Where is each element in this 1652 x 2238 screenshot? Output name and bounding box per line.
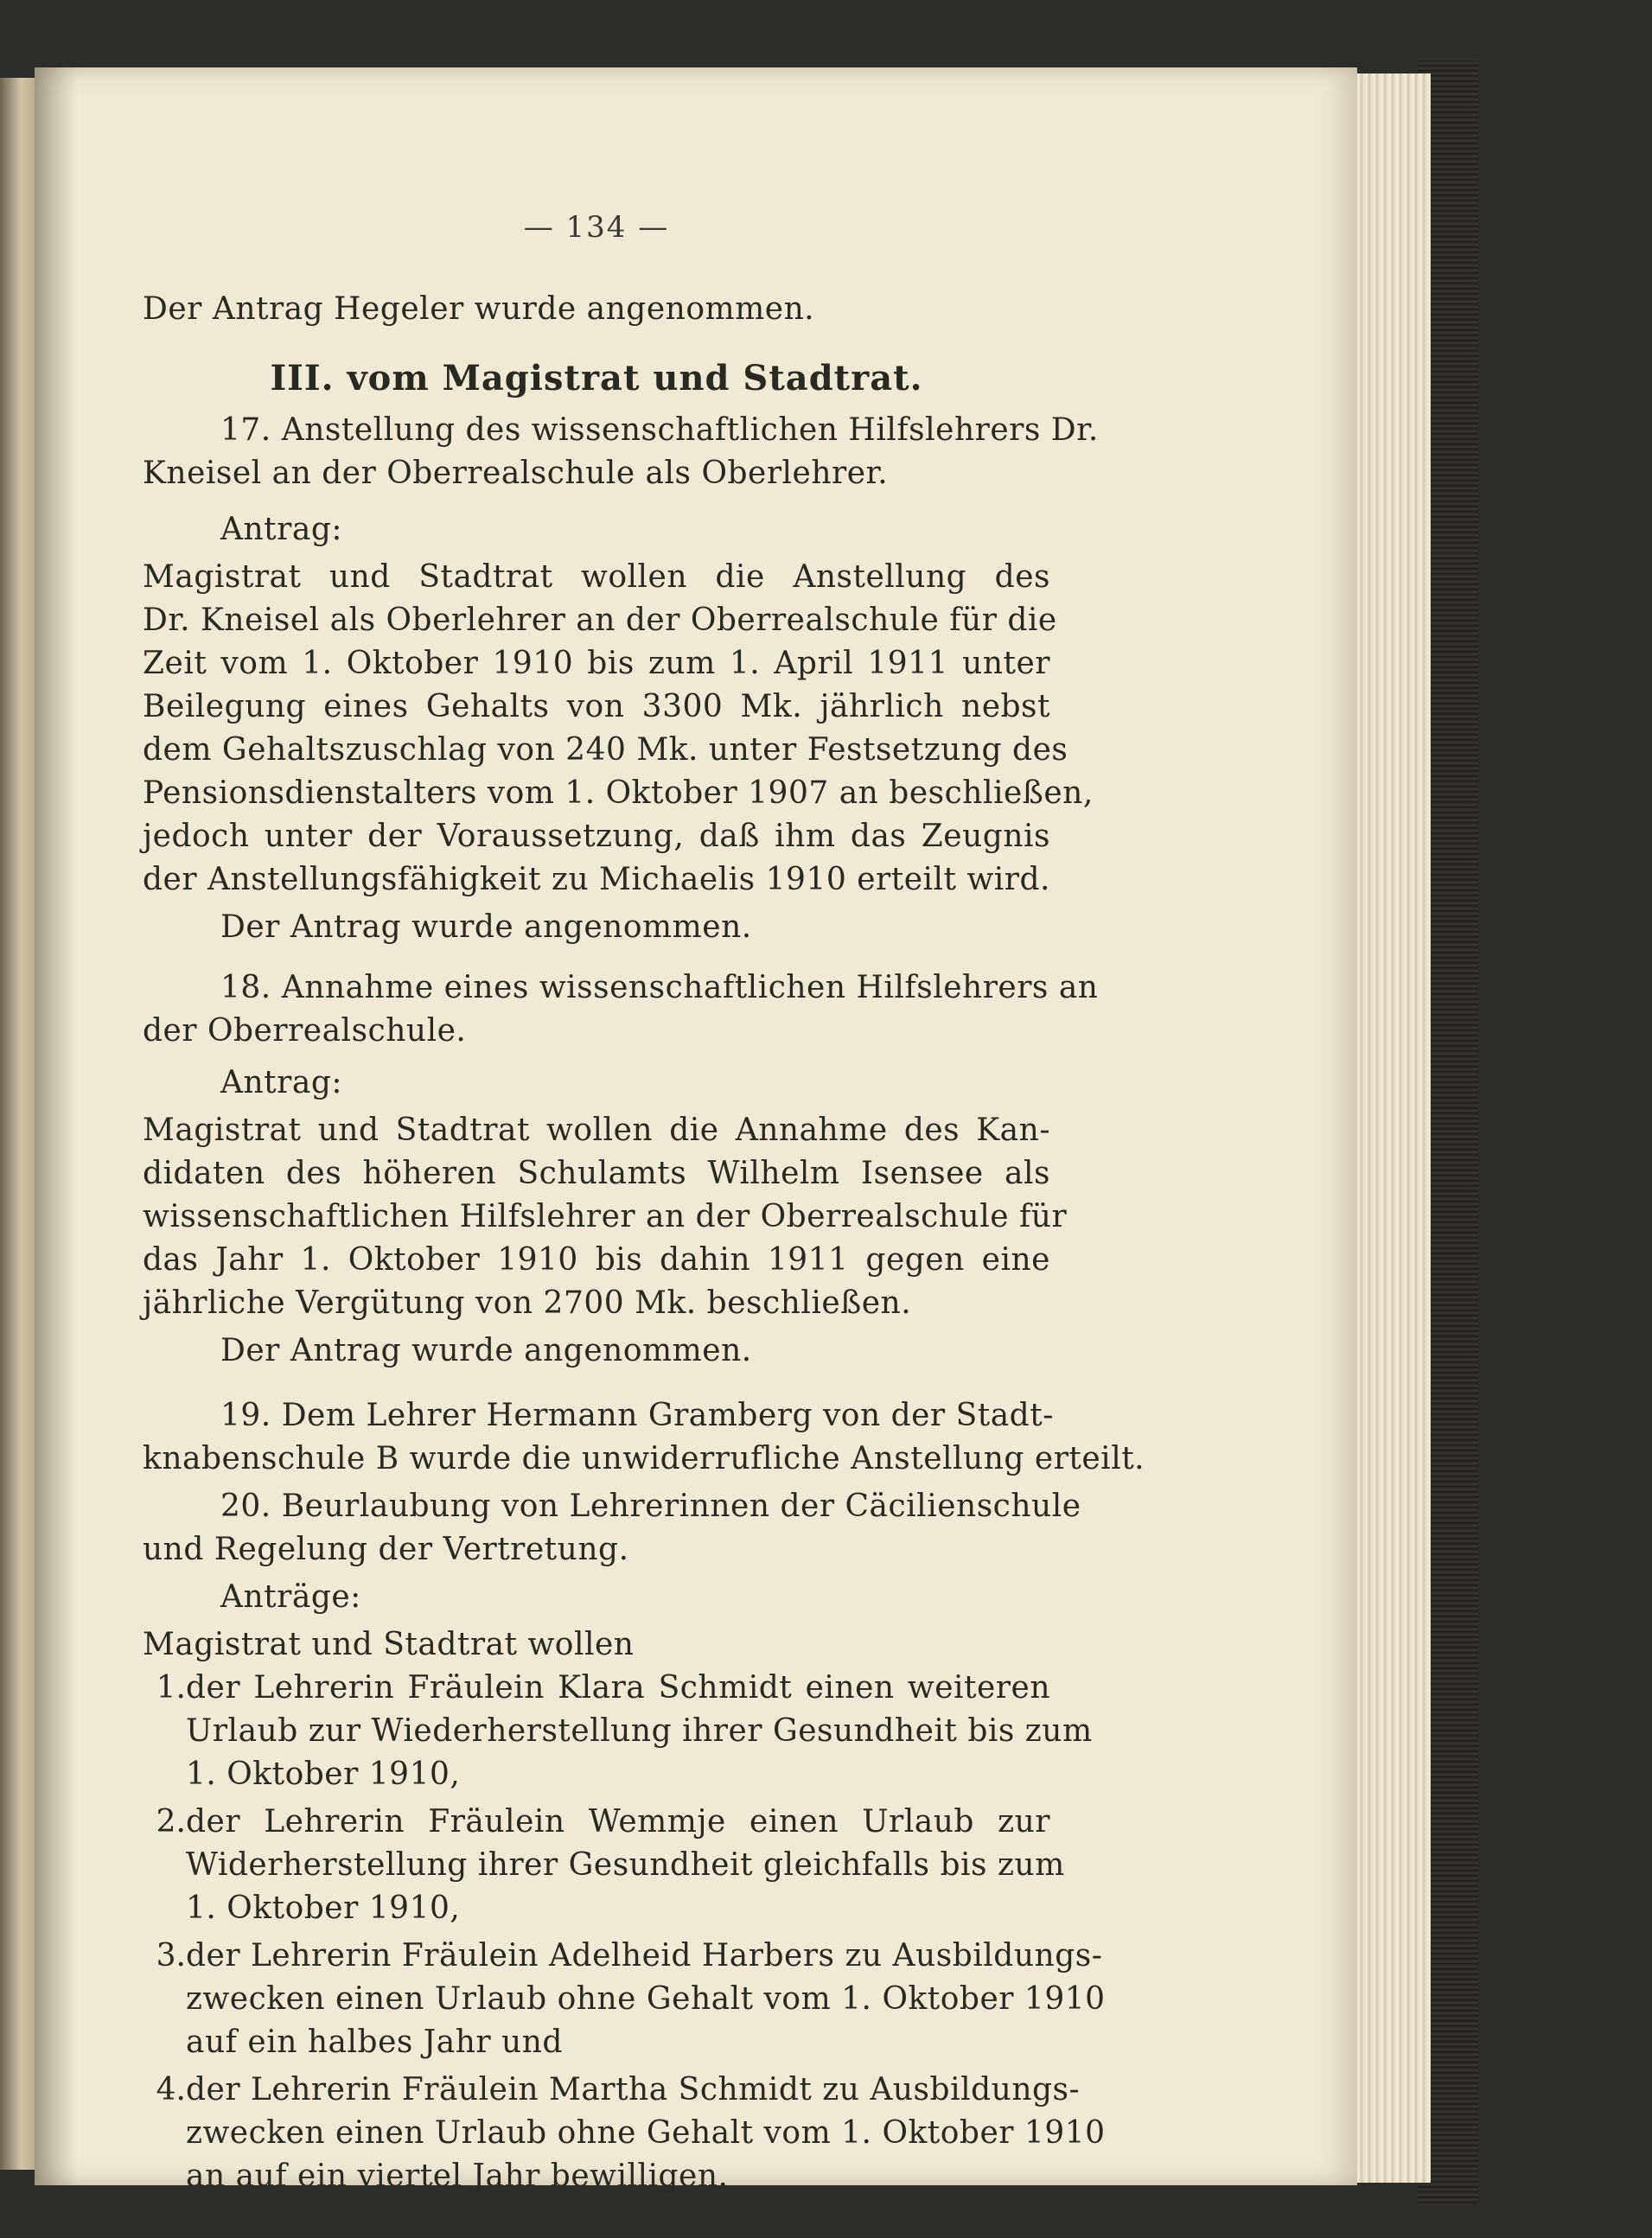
- list-item-line: zwecken einen Urlaub ohne Gehalt vom 1. Oktober 1910: [186, 1981, 1106, 2017]
- gutter-shadow: [35, 67, 78, 2185]
- item-17-title-line: Kneisel an der Oberrealschule als Oberlehrer.: [143, 456, 889, 491]
- list-item-line: Urlaub zur Wiederherstellung ihrer Gesundheit bis zum: [186, 1713, 1093, 1749]
- list-number: 4.: [156, 2072, 186, 2107]
- list-number: 3.: [156, 1938, 186, 1973]
- item-20-antrag-label: Anträge:: [220, 1579, 361, 1615]
- item-19-line: 19. Dem Lehrer Hermann Gramberg von der Stadt-: [220, 1398, 1054, 1433]
- list-number: 2.: [156, 1804, 186, 1839]
- item-19-line: knabenschule B wurde die unwiderrufliche Anstellung erteilt.: [143, 1441, 1145, 1476]
- list-item-line: 1. Oktober 1910,: [186, 1757, 461, 1792]
- item-17-antrag-line: dem Gehaltszuschlag von 240 Mk. unter Festsetzung des: [143, 732, 1068, 768]
- page-number: — 134 —: [523, 210, 670, 245]
- item-18-antrag-line: jährliche Vergütung von 2700 Mk. beschließen.: [143, 1285, 912, 1321]
- list-item-line: auf ein halbes Jahr und: [186, 2024, 563, 2060]
- item-17-result: Der Antrag wurde angenommen.: [220, 909, 752, 945]
- list-item-line: der Lehrerin Fräulein Martha Schmidt zu Ausbildungs-: [186, 2072, 1081, 2107]
- item-18-antrag-line: didaten des höheren Schulamts Wilhelm Isensee als: [143, 1156, 1050, 1191]
- book-page: [35, 67, 1357, 2194]
- facing-page-edge: [0, 78, 35, 2170]
- list-item-line: der Lehrerin Fräulein Klara Schmidt einen weiteren: [186, 1670, 1050, 1706]
- item-18-title-line: 18. Annahme eines wissenschaftlichen Hilfslehrers an: [220, 970, 1099, 1005]
- item-17-antrag-line: Zeit vom 1. Oktober 1910 bis zum 1. April 1911 unter: [143, 646, 1050, 681]
- item-17-title-line: 17. Anstellung des wissenschaftlichen Hilfslehrers Dr.: [220, 412, 1099, 448]
- page-stack-edge: [1349, 73, 1431, 2183]
- list-item-line: an auf ein viertel Jahr bewilligen.: [186, 2158, 729, 2194]
- item-18-title-line: der Oberrealschule.: [143, 1013, 467, 1049]
- item-17-antrag-line: Magistrat und Stadtrat wollen die Anstellung des: [143, 559, 1050, 595]
- list-item-line: zwecken einen Urlaub ohne Gehalt vom 1. Oktober 1910: [186, 2115, 1106, 2151]
- list-item-line: 1. Oktober 1910,: [186, 1891, 461, 1926]
- item-17-antrag-line: Beilegung eines Gehalts von 3300 Mk. jährlich nebst: [143, 689, 1050, 724]
- item-17-antrag-line: Pensionsdienstalters vom 1. Oktober 1907 an beschließen,: [143, 775, 1094, 811]
- intro-line: Der Antrag Hegeler wurde angenommen.: [143, 291, 815, 327]
- item-18-antrag-line: Magistrat und Stadtrat wollen die Annahme des Kan-: [143, 1113, 1050, 1148]
- section-heading: III. vom Magistrat und Stadtrat.: [270, 358, 923, 399]
- list-item-line: der Lehrerin Fräulein Wemmje einen Urlaub zur: [186, 1804, 1050, 1839]
- item-20-title-line: und Regelung der Vertretung.: [143, 1532, 629, 1567]
- item-18-antrag-label: Antrag:: [220, 1065, 342, 1100]
- item-20-title-line: 20. Beurlaubung von Lehrerinnen der Cäcilienschule: [220, 1489, 1081, 1524]
- item-17-antrag-line: der Anstellungsfähigkeit zu Michaelis 1910 erteilt wird.: [143, 862, 1050, 897]
- list-item-line: der Lehrerin Fräulein Adelheid Harbers zu Ausbildungs-: [186, 1938, 1103, 1973]
- item-18-result: Der Antrag wurde angenommen.: [220, 1333, 752, 1368]
- item-20-intro-line: Magistrat und Stadtrat wollen: [143, 1627, 635, 1662]
- item-17-antrag-label: Antrag:: [220, 512, 342, 547]
- item-17-antrag-line: jedoch unter der Voraussetzung, daß ihm das Zeugnis: [143, 819, 1050, 854]
- item-18-antrag-line: das Jahr 1. Oktober 1910 bis dahin 1911 gegen eine: [143, 1242, 1050, 1278]
- list-item-line: Widerherstellung ihrer Gesundheit gleichfalls bis zum: [186, 1847, 1065, 1883]
- item-18-antrag-line: wissenschaftlichen Hilfslehrer an der Oberrealschule für: [143, 1199, 1068, 1234]
- item-17-antrag-line: Dr. Kneisel als Oberlehrer an der Oberrealschule für die: [143, 603, 1057, 638]
- list-number: 1.: [156, 1670, 186, 1706]
